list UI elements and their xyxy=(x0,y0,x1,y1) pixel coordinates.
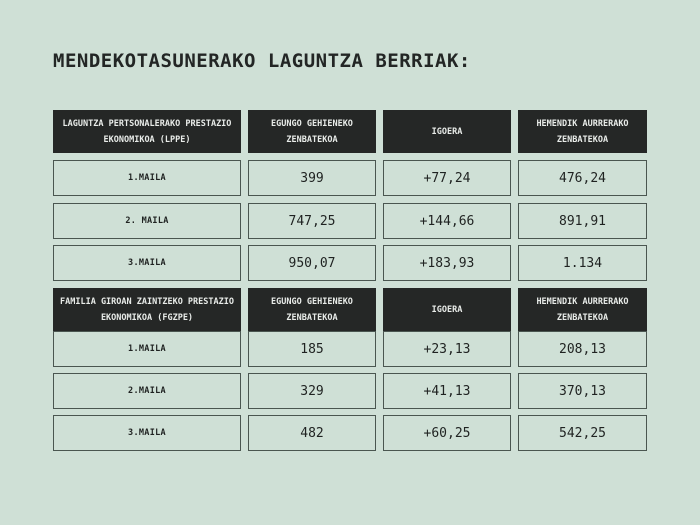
max-amount: 399 xyxy=(248,160,376,196)
page-title: MENDEKOTASUNERAKO LAGUNTZA BERRIAK: xyxy=(53,50,471,72)
future-amount: 208,13 xyxy=(518,331,647,367)
future-amount: 542,25 xyxy=(518,415,647,451)
increase-amount: +183,93 xyxy=(383,245,511,281)
increase-amount: +23,13 xyxy=(383,331,511,367)
column-header-max: EGUNGO GEHIENEKO ZENBATEKOA xyxy=(248,110,376,153)
level-label: 2.MAILA xyxy=(53,373,241,409)
max-amount: 950,07 xyxy=(248,245,376,281)
increase-amount: +60,25 xyxy=(383,415,511,451)
increase-amount: +41,13 xyxy=(383,373,511,409)
max-amount: 747,25 xyxy=(248,203,376,239)
section-header-lppe: LAGUNTZA PERTSONALERAKO PRESTAZIO EKONOMIKOA (LPPE) xyxy=(53,110,241,153)
column-header-increase: IGOERA xyxy=(383,288,511,331)
level-label: 3.MAILA xyxy=(53,245,241,281)
section-header-fgzpe: FAMILIA GIROAN ZAINTZEKO PRESTAZIO EKONOMIKOA (FGZPE) xyxy=(53,288,241,331)
future-amount: 1.134 xyxy=(518,245,647,281)
column-header-future: HEMENDIK AURRERAKO ZENBATEKOA xyxy=(518,110,647,153)
column-header-future: HEMENDIK AURRERAKO ZENBATEKOA xyxy=(518,288,647,331)
level-label: 3.MAILA xyxy=(53,415,241,451)
max-amount: 329 xyxy=(248,373,376,409)
future-amount: 891,91 xyxy=(518,203,647,239)
level-label: 1.MAILA xyxy=(53,331,241,367)
column-header-max: EGUNGO GEHIENEKO ZENBATEKOA xyxy=(248,288,376,331)
increase-amount: +144,66 xyxy=(383,203,511,239)
future-amount: 370,13 xyxy=(518,373,647,409)
column-header-increase: IGOERA xyxy=(383,110,511,153)
increase-amount: +77,24 xyxy=(383,160,511,196)
future-amount: 476,24 xyxy=(518,160,647,196)
level-label: 1.MAILA xyxy=(53,160,241,196)
max-amount: 185 xyxy=(248,331,376,367)
max-amount: 482 xyxy=(248,415,376,451)
level-label: 2. MAILA xyxy=(53,203,241,239)
